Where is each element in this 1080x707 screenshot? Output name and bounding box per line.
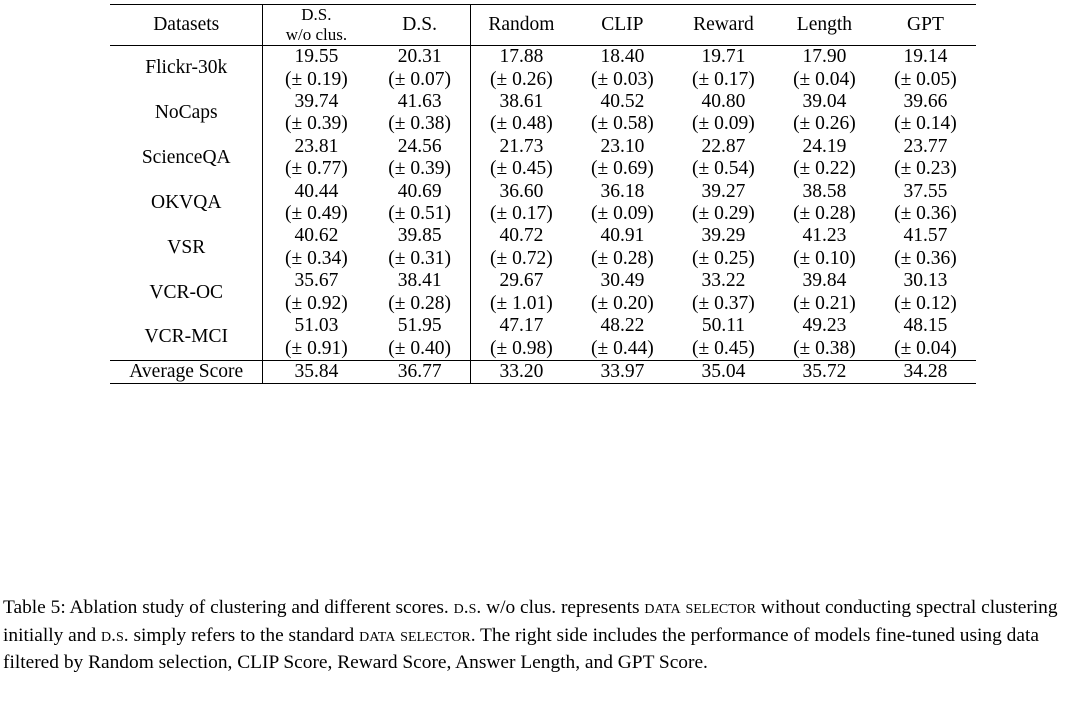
average-value: 34.28	[903, 361, 948, 382]
cell-std: (± 0.26)	[490, 68, 553, 90]
cell-std: (± 0.28)	[591, 247, 654, 269]
cell-value: 50.11	[701, 315, 745, 337]
cell-value: 35.67	[263, 270, 369, 292]
table-header-row	[110, 5, 976, 46]
results-table	[110, 4, 976, 384]
cell-std: (± 0.48)	[490, 113, 553, 135]
caption-part2: w/o clus. represents	[481, 597, 645, 618]
results-table-container	[110, 4, 976, 384]
cell-value: 23.77	[903, 135, 948, 157]
cell-value: 40.44	[263, 181, 369, 203]
cell-std: (± 0.03)	[591, 68, 654, 90]
cell-std: (± 0.09)	[591, 203, 654, 225]
average-value: 33.97	[600, 361, 645, 382]
cell-std: (± 0.17)	[490, 203, 553, 225]
row-label: ScienceQA	[141, 146, 231, 168]
cell-value: 41.23	[802, 225, 847, 247]
header-random: Random	[488, 13, 555, 35]
cell-std: (± 0.05)	[894, 68, 957, 90]
cell-value: 40.80	[701, 90, 746, 112]
cell-value: 19.55	[263, 46, 369, 68]
table-row	[110, 315, 976, 337]
caption-part3: without conducting spectral clustering initially and	[3, 597, 1058, 646]
row-label: VSR	[167, 236, 206, 258]
cell-std: (± 0.10)	[793, 247, 856, 269]
caption-sc3: d.s.	[101, 624, 129, 646]
cell-std: (± 0.77)	[263, 158, 369, 180]
cell-value: 41.63	[369, 91, 470, 113]
header-datasets: Datasets	[153, 13, 220, 35]
cell-value: 40.62	[263, 225, 369, 247]
row-label: NoCaps	[154, 102, 218, 124]
table-row	[110, 91, 976, 113]
cell-value: 40.72	[499, 225, 544, 247]
row-label: VCR-OC	[149, 281, 224, 303]
header-length: Length	[796, 13, 853, 35]
cell-value: 40.91	[600, 225, 645, 247]
cell-std: (± 0.04)	[793, 68, 856, 90]
cell-value: 24.19	[802, 135, 847, 157]
cell-std: (± 0.26)	[793, 113, 856, 135]
cell-value: 24.56	[369, 136, 470, 158]
cell-value: 20.31	[369, 46, 470, 68]
average-value: 35.72	[802, 361, 847, 382]
cell-value: 18.40	[600, 46, 645, 68]
cell-std: (± 0.49)	[263, 203, 369, 225]
caption-sc1: d.s.	[453, 597, 482, 618]
cell-value: 37.55	[903, 180, 948, 202]
header-ds-wo-clus-line2: w/o clus.	[285, 25, 348, 45]
table-row	[110, 225, 976, 247]
table-row	[110, 46, 976, 68]
caption-label: Table 5:	[3, 597, 66, 618]
cell-std: (± 0.29)	[692, 203, 755, 225]
average-value: 35.84	[263, 361, 369, 384]
cell-std: (± 0.23)	[894, 158, 957, 180]
cell-value: 48.15	[903, 315, 948, 337]
caption-part5: . The right side includes the performance of models fine-tuned using data filtered by Random selection, CLIP Score, Reward Score, Answer Length, and GPT Score.	[3, 624, 1039, 674]
cell-std: (± 0.34)	[263, 248, 369, 270]
cell-value: 33.22	[701, 270, 746, 292]
average-value: 35.04	[701, 361, 746, 382]
row-label: Flickr-30k	[145, 57, 228, 79]
cell-std: (± 0.91)	[263, 338, 369, 361]
row-label: OKVQA	[151, 191, 222, 213]
cell-std: (± 0.31)	[369, 248, 470, 270]
cell-value: 21.73	[499, 135, 544, 157]
header-clip: CLIP	[601, 13, 644, 35]
cell-value: 39.74	[263, 91, 369, 113]
cell-value: 19.14	[903, 46, 948, 68]
average-value: 33.20	[499, 361, 544, 382]
cell-value: 49.23	[802, 315, 847, 337]
table-caption	[3, 594, 1073, 677]
cell-value: 38.58	[802, 180, 847, 202]
cell-std: (± 0.38)	[793, 337, 856, 359]
cell-value: 47.17	[499, 315, 544, 337]
header-ds: D.S.	[369, 5, 470, 46]
cell-std: (± 0.58)	[591, 113, 654, 135]
cell-value: 39.29	[701, 225, 746, 247]
caption-sc2: data selector	[644, 597, 756, 618]
cell-value: 39.04	[802, 90, 847, 112]
cell-std: (± 0.39)	[369, 158, 470, 180]
cell-std: (± 0.69)	[591, 158, 654, 180]
cell-value: 40.52	[600, 90, 645, 112]
header-ds-wo-clus	[263, 5, 369, 46]
cell-value: 30.13	[903, 270, 948, 292]
cell-value: 48.22	[600, 315, 645, 337]
cell-std: (± 0.04)	[894, 337, 957, 359]
cell-std: (± 0.36)	[894, 203, 957, 225]
cell-std: (± 0.40)	[369, 338, 470, 361]
cell-value: 36.18	[600, 180, 645, 202]
cell-std: (± 0.92)	[263, 293, 369, 315]
cell-value: 38.41	[369, 270, 470, 292]
cell-value: 36.60	[499, 180, 544, 202]
cell-value: 39.84	[802, 270, 847, 292]
cell-value: 30.49	[600, 270, 645, 292]
cell-std: (± 1.01)	[490, 292, 553, 314]
cell-std: (± 0.17)	[692, 68, 755, 90]
cell-std: (± 0.09)	[692, 113, 755, 135]
table-row	[110, 270, 976, 292]
cell-std: (± 0.25)	[692, 247, 755, 269]
table-bottom-rule	[110, 384, 976, 385]
cell-value: 23.10	[600, 135, 645, 157]
cell-std: (± 0.12)	[894, 292, 957, 314]
row-label: VCR-MCI	[144, 326, 228, 348]
cell-std: (± 0.36)	[894, 247, 957, 269]
header-gpt: GPT	[907, 13, 944, 35]
cell-std: (± 0.38)	[369, 113, 470, 135]
cell-value: 39.27	[701, 180, 746, 202]
cell-value: 29.67	[499, 270, 544, 292]
cell-std: (± 0.14)	[894, 113, 957, 135]
cell-std: (± 0.98)	[490, 337, 553, 359]
cell-std: (± 0.22)	[793, 158, 856, 180]
cell-std: (± 0.45)	[692, 337, 755, 359]
cell-std: (± 0.39)	[263, 113, 369, 135]
cell-value: 51.03	[263, 315, 369, 337]
header-reward: Reward	[693, 13, 754, 35]
cell-std: (± 0.54)	[692, 158, 755, 180]
table-row	[110, 181, 976, 203]
cell-value: 23.81	[263, 136, 369, 158]
cell-std: (± 0.44)	[591, 337, 654, 359]
cell-std: (± 0.37)	[692, 292, 755, 314]
cell-std: (± 0.28)	[369, 293, 470, 315]
cell-std: (± 0.28)	[793, 203, 856, 225]
cell-std: (± 0.20)	[591, 292, 654, 314]
caption-part4: simply refers to the standard	[128, 624, 360, 646]
cell-value: 17.90	[802, 46, 847, 68]
cell-value: 22.87	[701, 135, 746, 157]
header-ds-wo-clus-line1: D.S.	[301, 5, 332, 24]
cell-std: (± 0.19)	[263, 69, 369, 91]
cell-value: 41.57	[903, 225, 948, 247]
cell-value: 51.95	[369, 315, 470, 337]
caption-sc4: data selector	[359, 624, 471, 646]
caption-part1: Ablation study of clustering and different scores.	[65, 597, 454, 618]
cell-std: (± 0.07)	[369, 69, 470, 91]
cell-value: 17.88	[499, 46, 544, 68]
cell-value: 19.71	[701, 46, 746, 68]
average-value: 36.77	[369, 361, 470, 384]
cell-std: (± 0.72)	[490, 247, 553, 269]
cell-std: (± 0.21)	[793, 292, 856, 314]
cell-value: 40.69	[369, 181, 470, 203]
cell-value: 38.61	[499, 90, 544, 112]
table-row	[110, 136, 976, 158]
cell-value: 39.66	[903, 90, 948, 112]
average-label: Average Score	[129, 361, 244, 382]
cell-value: 39.85	[369, 225, 470, 247]
table-average-row	[110, 361, 976, 384]
cell-std: (± 0.51)	[369, 203, 470, 225]
cell-std: (± 0.45)	[490, 158, 553, 180]
